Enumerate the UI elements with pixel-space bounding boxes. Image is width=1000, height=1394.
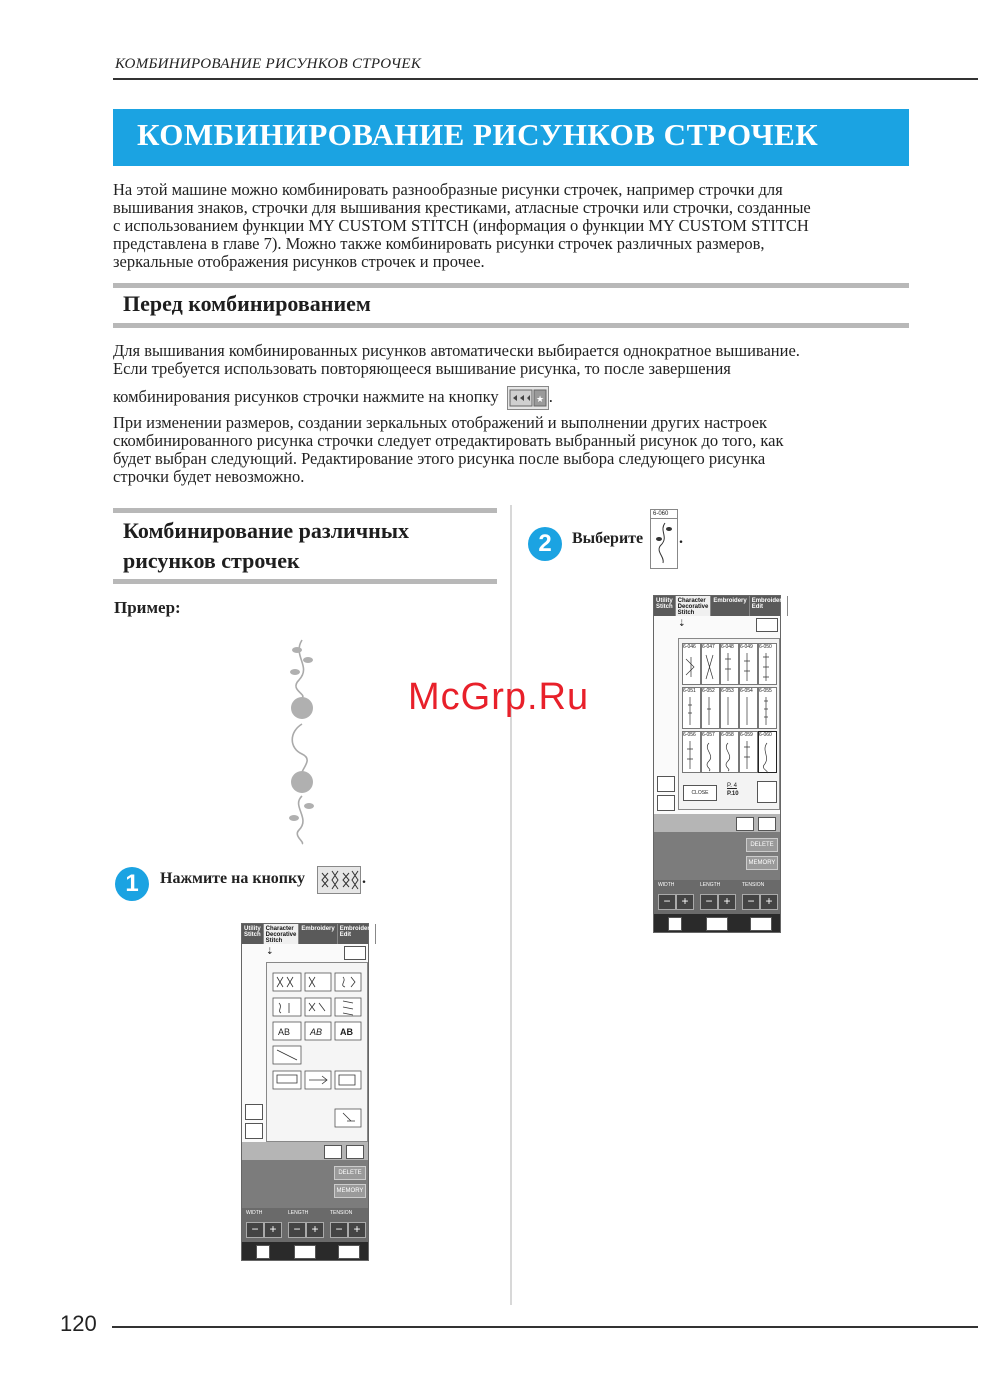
lock-icon[interactable]: [736, 817, 754, 831]
screen1-edit-panel: [242, 1160, 368, 1208]
tab-character-decorative-stitch[interactable]: Character Decorative Stitch: [676, 596, 712, 616]
memory-button[interactable]: MEMORY: [334, 1184, 366, 1198]
stitch-cell[interactable]: 6-054: [739, 687, 758, 729]
step-1-text: Нажмите на кнопку: [160, 870, 305, 887]
intro-line: вышивания знаков, строчки для вышивания крестиками, атласные строчки или строчки, созданные: [113, 198, 811, 217]
book-icon[interactable]: [758, 817, 776, 831]
stitch-cell[interactable]: 6-055: [758, 687, 777, 729]
section-rule-bottom: [113, 323, 909, 328]
width-minus-button[interactable]: −: [658, 894, 676, 910]
delete-button[interactable]: DELETE: [746, 838, 778, 852]
category-panel: [266, 962, 368, 1142]
step-1-badge: 1: [115, 867, 149, 901]
tab-utility-stitch[interactable]: Utility Stitch: [242, 924, 264, 944]
undo-icon[interactable]: [245, 1104, 263, 1120]
tension-minus-button[interactable]: −: [742, 894, 760, 910]
screen1-tabbar: [242, 924, 374, 944]
screen2-edit-panel: [654, 832, 780, 880]
needle-icon: ⇣: [266, 946, 274, 956]
chapter-banner: [113, 109, 909, 166]
tension-plus-button[interactable]: +: [760, 894, 778, 910]
watermark: McGrp.Ru: [408, 676, 590, 718]
width-plus-button[interactable]: +: [676, 894, 694, 910]
stitch-cell[interactable]: 6-046: [682, 643, 701, 685]
help-icon[interactable]: [338, 1245, 360, 1259]
page-scroll-icon[interactable]: [757, 781, 777, 803]
section2-rule-bottom: [113, 579, 497, 584]
tab-embroidery[interactable]: Embroidery: [711, 596, 749, 616]
stitch-cell[interactable]: 6-048: [720, 643, 739, 685]
sewing-machine-icon[interactable]: [294, 1245, 316, 1259]
stitch-cell[interactable]: 6-047: [701, 643, 720, 685]
screen2-bottom-bar: [654, 914, 780, 932]
settings-page-icon[interactable]: [668, 917, 682, 931]
letters-ab-icon-2: AB: [310, 1027, 323, 1037]
screen1-bottom-bar: [242, 1242, 368, 1260]
book-icon[interactable]: [346, 1145, 364, 1159]
stitch-selection-panel: [678, 638, 780, 810]
section1-note-line: строчки будет невозможно.: [113, 467, 305, 486]
width-plus-button[interactable]: +: [264, 1222, 282, 1238]
character-decorative-stitch-button-icon: [317, 866, 361, 894]
intro-line: с использованием функции MY CUSTOM STITCH (информация о функции MY CUSTOM STITCH: [113, 216, 809, 235]
section-rule-top: [113, 283, 909, 288]
help-icon[interactable]: [750, 917, 772, 931]
letters-ab-icon-1: AB: [278, 1027, 291, 1037]
stitch-cell[interactable]: 6-050: [758, 643, 777, 685]
example-stitch-illustration: [277, 636, 327, 846]
section-title-before-combining: Перед комбинированием: [123, 291, 371, 316]
tab-character-decorative-stitch[interactable]: Character Decorative Stitch: [264, 924, 300, 944]
section1-note-line: будет выбран следующий. Редактирование этого рисунка после выбора следующего рисунка: [113, 449, 766, 468]
tab-embroidery-edit[interactable]: Embroidery Edit: [750, 596, 788, 616]
length-plus-button[interactable]: +: [306, 1222, 324, 1238]
section2-title: Комбинирование различных рисунков строчек: [123, 518, 409, 573]
width-label: WIDTH: [246, 1210, 263, 1216]
screen1-toolbar-strip: [242, 1142, 368, 1160]
section1-note-line: При изменении размеров, создании зеркальных отображений и выполнении других настроек: [113, 413, 768, 432]
screen2-controls: [654, 880, 780, 914]
svg-text:★: ★: [535, 394, 544, 404]
intro-line: представлена в главе 7). Можно также комбинировать рисунки строчек различных размеров,: [113, 234, 765, 253]
machine-screen-1: [241, 923, 374, 1261]
stitch-cell[interactable]: 6-059: [739, 731, 758, 773]
stitch-cell[interactable]: 6-053: [720, 687, 739, 729]
example-label: Пример:: [114, 598, 181, 617]
stitch-cell[interactable]: 6-057: [701, 731, 720, 773]
machine-screen-2: [653, 595, 786, 933]
scissors-icon[interactable]: [245, 1123, 263, 1139]
tab-embroidery[interactable]: Embroidery: [299, 924, 337, 944]
intro-paragraph: [113, 181, 913, 271]
intro-line: На этой машине можно комбинировать разнообразные рисунки строчек, например строчки для: [113, 180, 783, 199]
close-button[interactable]: CLOSE: [683, 785, 717, 801]
page-number: 120: [60, 1311, 97, 1336]
column-divider: [510, 505, 512, 1305]
running-head: КОМБИНИРОВАНИЕ РИСУНКОВ СТРОЧЕК: [115, 56, 422, 72]
header-rule: [113, 78, 978, 80]
delete-button[interactable]: DELETE: [334, 1166, 366, 1180]
screen2-toolbar-strip: [654, 814, 780, 832]
tab-embroidery-edit[interactable]: Embroidery Edit: [338, 924, 376, 944]
width-label: WIDTH: [658, 882, 675, 888]
sewing-machine-icon[interactable]: [706, 917, 728, 931]
length-minus-button[interactable]: −: [288, 1222, 306, 1238]
lock-icon[interactable]: [324, 1145, 342, 1159]
step-2-text: Выберите: [572, 530, 644, 547]
pattern-preview-button[interactable]: [756, 618, 778, 632]
stitch-cell[interactable]: 6-051: [682, 687, 701, 729]
stitch-cell[interactable]: 6-058: [720, 731, 739, 773]
tension-plus-button[interactable]: +: [348, 1222, 366, 1238]
section1-line-with-button: комбинирования рисунков строчки нажмите на кнопку ★ .: [113, 386, 913, 412]
pattern-preview-button[interactable]: [344, 946, 366, 960]
section1-line: Для вышивания комбинированных рисунков автоматически выбирается однократное вышивание.: [113, 341, 800, 360]
tension-label: TENSION: [330, 1210, 353, 1216]
length-plus-button[interactable]: +: [718, 894, 736, 910]
tension-minus-button[interactable]: −: [330, 1222, 348, 1238]
stitch-cell[interactable]: 6-056: [682, 731, 701, 773]
page-indicator: P. 4: [727, 783, 737, 789]
step-2-badge: 2: [528, 527, 562, 561]
stitch-cell-selected[interactable]: 6-060: [758, 731, 777, 773]
repeat-stitch-button-icon: [507, 386, 549, 410]
stitch-6-060-button-icon: [650, 509, 678, 569]
letters-ab-icon-3: AB: [340, 1027, 353, 1037]
memory-button[interactable]: MEMORY: [746, 856, 778, 870]
section1-note-line: скомбинированного рисунка строчки следует отредактировать выбранный рисунок до того, как: [113, 431, 784, 450]
width-minus-button[interactable]: −: [246, 1222, 264, 1238]
page-total: P.10: [727, 791, 739, 797]
stitch-cell[interactable]: 6-049: [739, 643, 758, 685]
intro-line: зеркальные отображения рисунков строчек и прочее.: [113, 252, 485, 271]
section1-paragraph: [113, 342, 913, 486]
screen1-controls: [242, 1208, 368, 1242]
stitch-cell[interactable]: 6-052: [701, 687, 720, 729]
section1-line: комбинирования рисунков строчки нажмите на кнопку: [113, 386, 499, 406]
section1-line: Если требуется использовать повторяющееся вышивание рисунка, то после завершения: [113, 359, 731, 378]
length-label: LENGTH: [288, 1210, 309, 1216]
length-minus-button[interactable]: −: [700, 894, 718, 910]
settings-page-icon[interactable]: [256, 1245, 270, 1259]
length-label: LENGTH: [700, 882, 721, 888]
banner-title: КОМБИНИРОВАНИЕ РИСУНКОВ СТРОЧЕК: [137, 117, 819, 152]
scissors-icon[interactable]: [657, 795, 675, 811]
tab-utility-stitch[interactable]: Utility Stitch: [654, 596, 676, 616]
needle-icon: ⇣: [678, 618, 686, 628]
footer-rule: [112, 1326, 978, 1328]
stitch-code-label: 6-060: [651, 510, 677, 519]
tension-label: TENSION: [742, 882, 765, 888]
undo-icon[interactable]: [657, 776, 675, 792]
section2-rule-top: [113, 508, 497, 513]
screen2-tabbar: [654, 596, 786, 616]
